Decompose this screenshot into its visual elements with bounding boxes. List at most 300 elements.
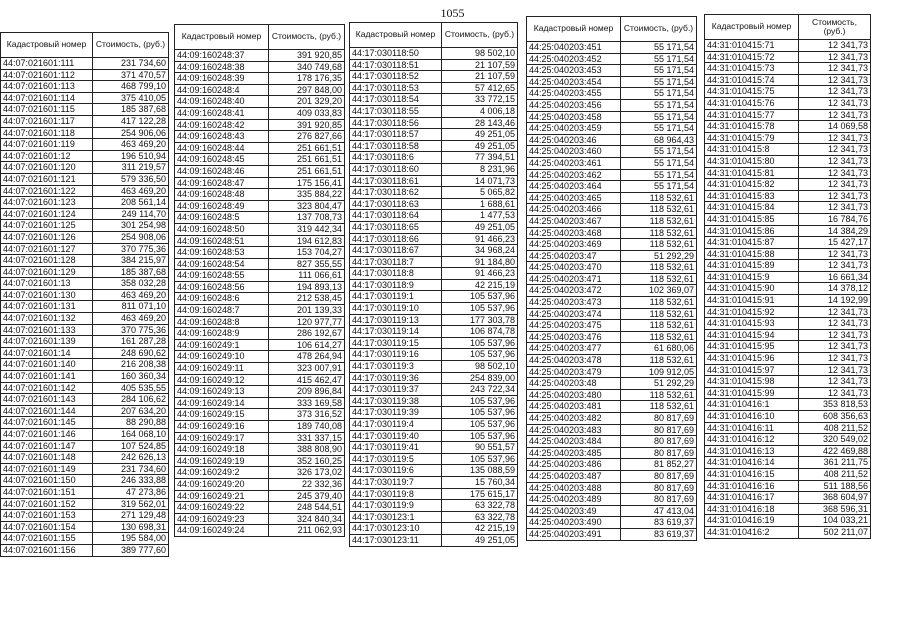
cadastral-number: 44:09:160249:2 xyxy=(175,467,269,479)
table-row xyxy=(175,525,345,537)
cost-value: 417 122,28 xyxy=(93,115,169,127)
cost-value: 51 292,29 xyxy=(621,378,697,390)
table-row xyxy=(1,243,169,255)
table-row xyxy=(350,94,518,106)
table-row xyxy=(350,210,518,222)
table-row xyxy=(705,63,871,75)
table-row xyxy=(527,146,697,158)
cadastral-number: 44:25:040203:466 xyxy=(527,204,621,216)
table-row xyxy=(175,84,345,96)
cost-value: 118 532,61 xyxy=(621,215,697,227)
table-row xyxy=(350,407,518,419)
table-row xyxy=(175,142,345,154)
cadastral-number: 44:09:160248:5 xyxy=(175,212,269,224)
cadastral-number: 44:17:030119:36 xyxy=(350,372,442,384)
cost-value: 57 412,65 xyxy=(442,82,518,94)
cadastral-number: 44:09:160249:17 xyxy=(175,432,269,444)
table-row xyxy=(705,399,871,411)
cadastral-number: 44:25:040203:48 xyxy=(527,378,621,390)
cadastral-number: 44:25:040203:458 xyxy=(527,111,621,123)
cost-value: 42 215,19 xyxy=(442,523,518,535)
cost-value: 47 413,04 xyxy=(621,505,697,517)
cadastral-number: 44:31:010416:11 xyxy=(705,422,799,434)
cadastral-number: 44:17:030119:38 xyxy=(350,395,442,407)
table-row xyxy=(350,523,518,535)
table-row xyxy=(527,331,697,343)
cadastral-number: 44:07:021601:113 xyxy=(1,81,93,93)
table-row xyxy=(175,165,345,177)
cadastral-number: 44:07:021601:114 xyxy=(1,92,93,104)
cost-value: 61 680,06 xyxy=(621,343,697,355)
cost-value: 254 908,06 xyxy=(93,231,169,243)
table-row xyxy=(350,256,518,268)
cost-value: 164 068,10 xyxy=(93,429,169,441)
table-row xyxy=(527,355,697,367)
cadastral-number: 44:07:021601:143 xyxy=(1,394,93,406)
cost-value: 301 254,98 xyxy=(93,220,169,232)
cost-value: 370 775,36 xyxy=(93,243,169,255)
cost-value: 55 171,54 xyxy=(621,111,697,123)
cadastral-number: 44:17:030118:52 xyxy=(350,71,442,83)
table-row xyxy=(175,212,345,224)
table-row xyxy=(175,339,345,351)
cadastral-number: 44:31:010415:93 xyxy=(705,318,799,330)
column-header-number: Кадастровый номер xyxy=(175,25,269,50)
cadastral-number: 44:07:021601:153 xyxy=(1,510,93,522)
cadastral-number: 44:17:030119:10 xyxy=(350,303,442,315)
table-row xyxy=(350,314,518,326)
table-row xyxy=(175,270,345,282)
cost-value: 175 615,17 xyxy=(442,488,518,500)
cadastral-number: 44:31:010416:13 xyxy=(705,445,799,457)
cost-value: 81 852,27 xyxy=(621,459,697,471)
cadastral-table-3 xyxy=(349,22,518,547)
cadastral-number: 44:07:021601:128 xyxy=(1,255,93,267)
table-row xyxy=(175,351,345,363)
cadastral-number: 44:09:160248:38 xyxy=(175,61,269,73)
table-row xyxy=(175,200,345,212)
table-row xyxy=(527,389,697,401)
cadastral-number: 44:17:030123:10 xyxy=(350,523,442,535)
table-row xyxy=(1,452,169,464)
cost-value: 408 211,52 xyxy=(799,422,871,434)
table-row xyxy=(175,467,345,479)
cadastral-number: 44:07:021601:150 xyxy=(1,475,93,487)
cadastral-number: 44:25:040203:485 xyxy=(527,447,621,459)
table-row xyxy=(705,225,871,237)
cost-value: 389 777,60 xyxy=(93,544,169,556)
cost-value: 185 387,68 xyxy=(93,266,169,278)
cadastral-number: 44:31:010415:71 xyxy=(705,40,799,52)
table-row xyxy=(705,248,871,260)
cost-value: 63 322,78 xyxy=(442,511,518,523)
cost-value: 248 690,62 xyxy=(93,347,169,359)
cost-value: 608 356,63 xyxy=(799,411,871,423)
table-row xyxy=(705,237,871,249)
table-row xyxy=(350,395,518,407)
table-row xyxy=(1,231,169,243)
cost-value: 12 341,73 xyxy=(799,167,871,179)
cadastral-number: 44:25:040203:482 xyxy=(527,413,621,425)
cost-value: 12 341,73 xyxy=(799,318,871,330)
table-row xyxy=(527,111,697,123)
table-row xyxy=(350,152,518,164)
table-row xyxy=(527,528,697,540)
table-row xyxy=(350,105,518,117)
table-row xyxy=(527,297,697,309)
table-row xyxy=(1,498,169,510)
cadastral-number: 44:31:010415:78 xyxy=(705,121,799,133)
cost-value: 208 561,14 xyxy=(93,197,169,209)
cadastral-number: 44:17:030119:5 xyxy=(350,453,442,465)
table-row xyxy=(705,40,871,52)
cost-value: 323 007,91 xyxy=(269,363,345,375)
cost-value: 80 817,69 xyxy=(621,413,697,425)
table-row xyxy=(350,198,518,210)
cadastral-number: 44:07:021601:152 xyxy=(1,498,93,510)
cost-value: 55 171,54 xyxy=(621,53,697,65)
cadastral-number: 44:07:021601:141 xyxy=(1,371,93,383)
cost-value: 370 775,36 xyxy=(93,324,169,336)
table-row xyxy=(705,445,871,457)
cost-value: 105 537,96 xyxy=(442,291,518,303)
cadastral-number: 44:25:040203:489 xyxy=(527,494,621,506)
cadastral-number: 44:25:040203:471 xyxy=(527,273,621,285)
cost-value: 391 920,85 xyxy=(269,119,345,131)
table-row xyxy=(350,488,518,500)
table-row xyxy=(705,202,871,214)
cost-value: 211 062,93 xyxy=(269,525,345,537)
cadastral-number: 44:17:030119:13 xyxy=(350,314,442,326)
table-row xyxy=(1,405,169,417)
cost-value: 12 341,73 xyxy=(799,51,871,63)
cadastral-number: 44:17:030119:1 xyxy=(350,291,442,303)
cost-value: 511 188,56 xyxy=(799,480,871,492)
cost-value: 118 532,61 xyxy=(621,192,697,204)
cadastral-number: 44:09:160248:55 xyxy=(175,270,269,282)
cost-value: 248 544,51 xyxy=(269,502,345,514)
cost-value: 468 799,10 xyxy=(93,81,169,93)
cost-value: 49 251,05 xyxy=(442,534,518,546)
cost-value: 120 977,77 xyxy=(269,316,345,328)
cost-value: 135 088,59 xyxy=(442,465,518,477)
cadastral-number: 44:07:021601:111 xyxy=(1,58,93,70)
cadastral-number: 44:31:010416:2 xyxy=(705,526,799,538)
cost-value: 319 562,01 xyxy=(93,498,169,510)
cost-value: 118 532,61 xyxy=(621,227,697,239)
cadastral-number: 44:31:010416:14 xyxy=(705,457,799,469)
cadastral-number: 44:31:010416:1 xyxy=(705,399,799,411)
cadastral-number: 44:07:021601:156 xyxy=(1,544,93,556)
cost-value: 12 341,73 xyxy=(799,306,871,318)
cadastral-tables xyxy=(0,16,905,640)
cadastral-number: 44:17:030118:67 xyxy=(350,245,442,257)
cost-value: 105 537,96 xyxy=(442,419,518,431)
cadastral-number: 44:07:021601:144 xyxy=(1,405,93,417)
cadastral-number: 44:09:160248:9 xyxy=(175,328,269,340)
cadastral-number: 44:09:160248:8 xyxy=(175,316,269,328)
table-row xyxy=(705,376,871,388)
cost-value: 63 322,78 xyxy=(442,500,518,512)
table-row xyxy=(705,260,871,272)
table-header-row xyxy=(705,15,871,40)
cadastral-number: 44:31:010415:96 xyxy=(705,353,799,365)
cadastral-number: 44:07:021601:124 xyxy=(1,208,93,220)
table-row xyxy=(175,189,345,201)
cadastral-number: 44:31:010415:87 xyxy=(705,237,799,249)
cadastral-number: 44:09:160248:47 xyxy=(175,177,269,189)
table-row xyxy=(527,169,697,181)
cost-value: 161 287,28 xyxy=(93,336,169,348)
table-row xyxy=(350,534,518,546)
table-row xyxy=(1,510,169,522)
table-row xyxy=(175,513,345,525)
cadastral-number: 44:07:021601:149 xyxy=(1,463,93,475)
cadastral-number: 44:25:040203:47 xyxy=(527,250,621,262)
cadastral-number: 44:17:030119:8 xyxy=(350,488,442,500)
cost-value: 12 341,73 xyxy=(799,329,871,341)
cadastral-table-4 xyxy=(526,16,697,541)
cadastral-number: 44:25:040203:486 xyxy=(527,459,621,471)
cadastral-number: 44:07:021601:139 xyxy=(1,336,93,348)
cadastral-number: 44:09:160248:54 xyxy=(175,258,269,270)
table-row xyxy=(1,127,169,139)
cadastral-number: 44:09:160249:24 xyxy=(175,525,269,537)
cadastral-number: 44:09:160248:46 xyxy=(175,165,269,177)
table-row xyxy=(705,132,871,144)
table-row xyxy=(350,500,518,512)
cadastral-number: 44:07:021601:13 xyxy=(1,278,93,290)
table-row xyxy=(175,119,345,131)
cost-value: 118 532,61 xyxy=(621,297,697,309)
cost-value: 463 469,20 xyxy=(93,289,169,301)
table-row xyxy=(1,521,169,533)
cadastral-number: 44:09:160249:10 xyxy=(175,351,269,363)
cadastral-number: 44:07:021601:126 xyxy=(1,231,93,243)
cost-value: 55 171,54 xyxy=(621,181,697,193)
cadastral-number: 44:31:010415:77 xyxy=(705,109,799,121)
cadastral-number: 44:17:030119:41 xyxy=(350,442,442,454)
table-row xyxy=(1,440,169,452)
cost-value: 194 893,13 xyxy=(269,281,345,293)
cadastral-number: 44:07:021601:115 xyxy=(1,104,93,116)
table-row xyxy=(350,279,518,291)
cost-value: 194 612,83 xyxy=(269,235,345,247)
table-row xyxy=(527,65,697,77)
cost-value: 375 410,05 xyxy=(93,92,169,104)
table-row xyxy=(527,505,697,517)
cadastral-number: 44:17:030118:55 xyxy=(350,105,442,117)
table-row xyxy=(175,73,345,85)
cost-value: 12 341,73 xyxy=(799,376,871,388)
table-row xyxy=(1,382,169,394)
column-header-number: Кадастровый номер xyxy=(705,15,799,40)
cadastral-number: 44:07:021601:121 xyxy=(1,173,93,185)
cadastral-number: 44:17:030119:7 xyxy=(350,476,442,488)
cost-value: 55 171,54 xyxy=(621,146,697,158)
cost-value: 422 469,88 xyxy=(799,445,871,457)
cost-value: 579 336,50 xyxy=(93,173,169,185)
table-row xyxy=(1,336,169,348)
cadastral-number: 44:31:010415:8 xyxy=(705,144,799,156)
cadastral-number: 44:25:040203:468 xyxy=(527,227,621,239)
cadastral-number: 44:09:160248:37 xyxy=(175,50,269,62)
table-row xyxy=(705,422,871,434)
table-row xyxy=(175,235,345,247)
cadastral-number: 44:25:040203:480 xyxy=(527,389,621,401)
cost-value: 12 341,73 xyxy=(799,86,871,98)
cost-value: 207 634,20 xyxy=(93,405,169,417)
cost-value: 33 772,15 xyxy=(442,94,518,106)
table-row xyxy=(175,61,345,73)
cost-value: 153 704,27 xyxy=(269,247,345,259)
cadastral-number: 44:25:040203:460 xyxy=(527,146,621,158)
cadastral-number: 44:07:021601:146 xyxy=(1,429,93,441)
cadastral-number: 44:31:010415:95 xyxy=(705,341,799,353)
table-row xyxy=(705,155,871,167)
cadastral-number: 44:31:010416:17 xyxy=(705,492,799,504)
cadastral-number: 44:17:030118:58 xyxy=(350,140,442,152)
cost-value: 297 848,00 xyxy=(269,84,345,96)
cadastral-number: 44:07:021601:151 xyxy=(1,486,93,498)
page-number: 1055 xyxy=(440,6,465,20)
cadastral-number: 44:31:010415:79 xyxy=(705,132,799,144)
cadastral-number: 44:31:010415:89 xyxy=(705,260,799,272)
table-row xyxy=(350,187,518,199)
cost-value: 335 884,22 xyxy=(269,189,345,201)
cadastral-number: 44:09:160248:6 xyxy=(175,293,269,305)
table-header-row xyxy=(175,25,345,50)
table-row xyxy=(705,434,871,446)
cadastral-number: 44:07:021601:142 xyxy=(1,382,93,394)
table-row xyxy=(350,384,518,396)
table-row xyxy=(705,515,871,527)
cadastral-number: 44:17:030118:8 xyxy=(350,268,442,280)
table-row xyxy=(175,258,345,270)
cadastral-number: 44:07:021601:125 xyxy=(1,220,93,232)
cost-value: 105 537,96 xyxy=(442,453,518,465)
cost-value: 14 069,58 xyxy=(799,121,871,133)
cost-value: 12 341,73 xyxy=(799,248,871,260)
cost-value: 463 469,20 xyxy=(93,185,169,197)
table-row xyxy=(1,139,169,151)
cadastral-number: 44:09:160248:43 xyxy=(175,131,269,143)
table-row xyxy=(175,247,345,259)
table-row xyxy=(527,42,697,54)
table-row xyxy=(175,397,345,409)
cadastral-number: 44:09:160248:44 xyxy=(175,142,269,154)
cost-value: 34 968,24 xyxy=(442,245,518,257)
cost-value: 368 596,31 xyxy=(799,503,871,515)
cost-value: 331 337,15 xyxy=(269,432,345,444)
table-row xyxy=(350,268,518,280)
table-row xyxy=(175,386,345,398)
table-row xyxy=(705,86,871,98)
table-row xyxy=(350,442,518,454)
cadastral-number: 44:07:021601:120 xyxy=(1,162,93,174)
cost-value: 323 804,47 xyxy=(269,200,345,212)
cadastral-number: 44:09:160248:42 xyxy=(175,119,269,131)
cost-value: 49 251,05 xyxy=(442,221,518,233)
cadastral-number: 44:25:040203:491 xyxy=(527,528,621,540)
table-row xyxy=(350,140,518,152)
table-row xyxy=(1,486,169,498)
cost-value: 209 896,84 xyxy=(269,386,345,398)
cadastral-number: 44:09:160248:45 xyxy=(175,154,269,166)
cadastral-number: 44:07:021601:140 xyxy=(1,359,93,371)
table-row xyxy=(1,81,169,93)
table-row xyxy=(175,131,345,143)
cost-value: 105 537,96 xyxy=(442,430,518,442)
cadastral-number: 44:17:030119:39 xyxy=(350,407,442,419)
cost-value: 405 535,55 xyxy=(93,382,169,394)
table-row xyxy=(350,430,518,442)
table-row xyxy=(705,492,871,504)
cadastral-number: 44:07:021601:112 xyxy=(1,69,93,81)
cadastral-number: 44:09:160249:18 xyxy=(175,444,269,456)
cost-value: 12 341,73 xyxy=(799,97,871,109)
cost-value: 130 698,31 xyxy=(93,521,169,533)
cadastral-number: 44:25:040203:454 xyxy=(527,76,621,88)
cost-value: 12 341,73 xyxy=(799,132,871,144)
column-header-cost: Стоимость, (руб.) xyxy=(799,15,871,40)
table-row xyxy=(527,250,697,262)
cost-value: 254 839,00 xyxy=(442,372,518,384)
cadastral-number: 44:17:030118:63 xyxy=(350,198,442,210)
cadastral-number: 44:25:040203:49 xyxy=(527,505,621,517)
cadastral-number: 44:31:010415:97 xyxy=(705,364,799,376)
cost-value: 320 549,02 xyxy=(799,434,871,446)
cadastral-number: 44:17:030119:9 xyxy=(350,500,442,512)
table-row xyxy=(705,306,871,318)
cost-value: 107 524,85 xyxy=(93,440,169,452)
cost-value: 77 394,51 xyxy=(442,152,518,164)
cost-value: 12 341,73 xyxy=(799,155,871,167)
table-row xyxy=(175,107,345,119)
table-row xyxy=(175,328,345,340)
table-row xyxy=(527,470,697,482)
cost-value: 216 208,38 xyxy=(93,359,169,371)
cost-value: 361 211,75 xyxy=(799,457,871,469)
table-row xyxy=(705,318,871,330)
cost-value: 502 211,07 xyxy=(799,526,871,538)
cadastral-number: 44:07:021601:130 xyxy=(1,289,93,301)
cadastral-number: 44:09:160249:23 xyxy=(175,513,269,525)
cost-value: 478 264,94 xyxy=(269,351,345,363)
cadastral-number: 44:25:040203:481 xyxy=(527,401,621,413)
table-row xyxy=(527,181,697,193)
table-row xyxy=(350,245,518,257)
column-header-cost: Стоимость, (руб.) xyxy=(621,17,697,42)
cost-value: 12 341,73 xyxy=(799,144,871,156)
cost-value: 118 532,61 xyxy=(621,308,697,320)
cadastral-number: 44:09:160248:40 xyxy=(175,96,269,108)
cadastral-number: 44:31:010415:99 xyxy=(705,387,799,399)
cost-value: 15 760,34 xyxy=(442,476,518,488)
cadastral-number: 44:17:030119:16 xyxy=(350,349,442,361)
table-row xyxy=(1,533,169,545)
cost-value: 12 341,73 xyxy=(799,190,871,202)
cadastral-number: 44:25:040203:478 xyxy=(527,355,621,367)
table-row xyxy=(705,74,871,86)
table-row xyxy=(350,59,518,71)
cost-value: 51 292,29 xyxy=(621,250,697,262)
table-row xyxy=(1,347,169,359)
table-row xyxy=(175,409,345,421)
cadastral-number: 44:31:010415:76 xyxy=(705,97,799,109)
cadastral-number: 44:31:010415:85 xyxy=(705,213,799,225)
cost-value: 358 032,28 xyxy=(93,278,169,290)
